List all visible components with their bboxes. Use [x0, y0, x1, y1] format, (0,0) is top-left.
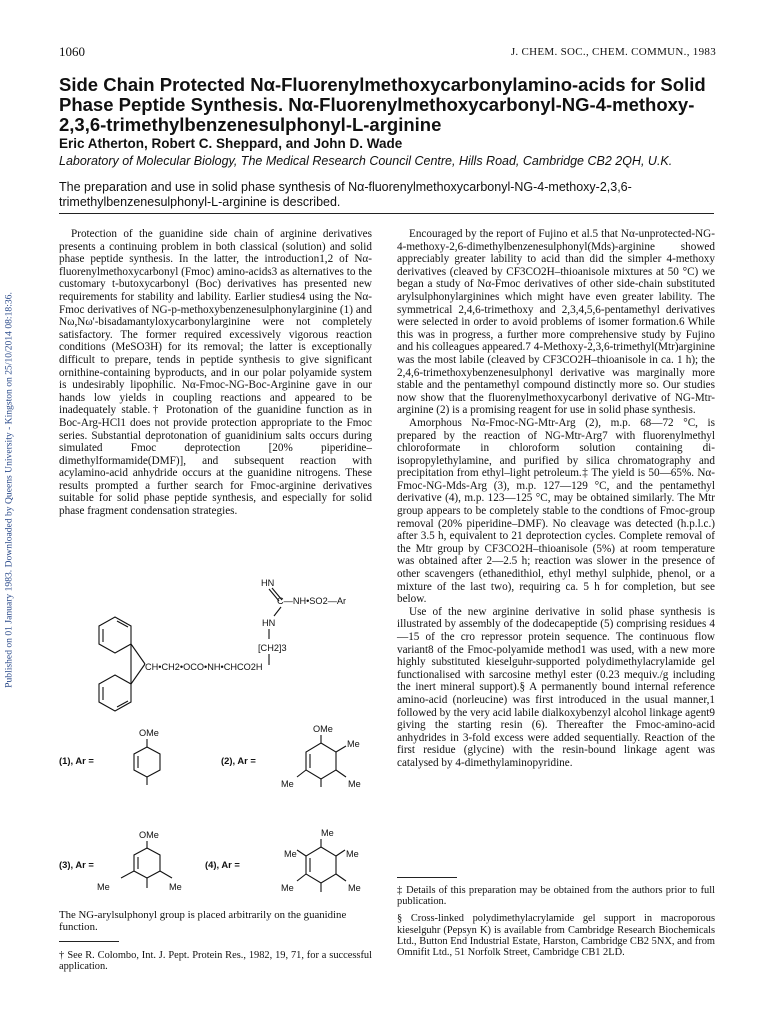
- label-me-2b: Me: [281, 779, 294, 789]
- label-hn-top: HN: [261, 578, 275, 588]
- label-me-4a: Me: [284, 849, 297, 859]
- page-number: 1060: [59, 44, 85, 59]
- chemical-structure-figure: [59, 572, 379, 910]
- article-authors: Eric Atherton, Robert C. Sheppard, and John D. Wade: [59, 136, 403, 151]
- label-c-nh-so2-ar: C—NH•SO2—Ar: [277, 596, 347, 606]
- label-me-2a: Me: [347, 739, 360, 749]
- figure-caption: The NG-arylsulphonyl group is placed arbitrarily on the guanidine function.: [59, 909, 347, 933]
- label-me-4d: Me: [348, 883, 361, 893]
- right-paragraph-3: Use of the new arginine derivative in solid phase synthesis is illustrated by assembly of the dodecapeptide (5) comprising residues 4—15 of the cro repressor protein sequence. The continuous flow variant8 of the Fmoc-polyamide method1 was used, with a new more highly substituted kieselguhr-supported polydimethylacrylamide gel functionalised with sarcosine methyl ester (0.23 mequiv./g including the inert mineral support).§ A permanently bound internal reference amino-acid (norleucine) was first introduced in the usual manner,1 followed by the very acid labile dialkoxybenzyl alcohol linkage agent9 giving the starting resin (6). Thereafter the Fmoc-amino-acid anhydrides in 3-fold excess were added sequentially. Reaction of the first residue (glycine) with the resin-bound linkage agent was catalysed by 4-dimethylaminopyridine.: [397, 605, 715, 769]
- left-footnote: † See R. Colombo, Int. J. Pept. Protein Res., 1982, 19, 71, for a successful application.: [59, 950, 372, 973]
- label-main-chain: CH•CH2•OCO•NH•CHCO2H: [145, 662, 263, 672]
- download-sidebar: [1, 180, 17, 800]
- footnote-section: § Cross-linked polydimethylacrylamide gel support in macroporous kieselguhr (Pepsyn K) is available from Cambridge Research Biochemicals Ltd., Button End Industrial Estate, Harston, Cambridge CB2 5NX, and from Omnifit Ltd., 51 Norfolk Street, Cambridge CB1 2LD.: [397, 913, 715, 959]
- fluorene-ring-top: [99, 617, 131, 653]
- label-ome-1: OMe: [139, 728, 159, 738]
- download-note: Published on 01 January 1983. Downloaded by Queens University - Kingston on 25/10/2014 08:18:36.: [3, 292, 15, 688]
- article-abstract: The preparation and use in solid phase synthesis of Nα-fluorenylmethoxycarbonyl-NG-4-methoxy-2,3,6-trimethylbenzenesulphonyl-L-arginine is described.: [59, 180, 632, 209]
- label-me-2c: Me: [348, 779, 361, 789]
- label-ome-2: OMe: [313, 724, 333, 734]
- right-column: [397, 228, 715, 770]
- label-compound-2: (2), Ar =: [221, 755, 256, 766]
- article-affiliation: Laboratory of Molecular Biology, The Medical Research Council Centre, Hills Road, Cambridge CB2 2QH, U.K.: [59, 154, 673, 168]
- label-me-4c: Me: [281, 883, 294, 893]
- fluorene-ring-bottom: [99, 675, 131, 711]
- label-ch2-3: [CH2]3: [258, 643, 287, 653]
- label-me-4b: Me: [346, 849, 359, 859]
- right-footnote-rule: [397, 877, 457, 878]
- right-paragraph-1: Encouraged by the report of Fujino et al.5 that Nα-unprotected-NG-4-methoxy-2,6-dimethylbenzenesulphonyl(Mds)-arginine showed appreciably greater lability to acid than did the simpler 4-methoxy derivatives (cleaved by CF3CO2H–thioanisole mixtures at 50 °C) we began a study of Nα-Fmoc derivatives of other side-chain substituted arylsulphonylarginines which might have even greater lability. The symmetrical 2,4,6-trimethoxy and 2,3,4,5,6-pentamethyl derivatives were selected in order to avoid problems of isomer formation.6 While this was in progress, a further more comprehensive study by Fujino and his colleagues appeared.7 4-Methoxy-2,3,6-trimethyl(Mtr)arginine was the most labile (cleaved by CF3CO2H–thioanisole in ca. 1 h); the 2,4,6-trimethoxybenzenesulphonyl derivative was marginally more stable and the pentamethyl compound distinctly more so. Our studies now show that the fluorenylmethoxycarbonyl derivative of NG-Mtr-arginine (2) is a promising reagent for use in solid phase synthesis.: [397, 228, 715, 417]
- label-me-3a: Me: [97, 882, 110, 892]
- journal-header: J. CHEM. SOC., CHEM. COMMUN., 1983: [510, 46, 716, 58]
- left-column: [59, 228, 372, 518]
- left-footnote-rule: [59, 941, 119, 942]
- label-compound-1: (1), Ar =: [59, 755, 94, 766]
- label-ome-3: OMe: [139, 830, 159, 840]
- label-compound-4: (4), Ar =: [205, 859, 240, 870]
- right-paragraph-2: Amorphous Nα-Fmoc-NG-Mtr-Arg (2), m.p. 68—72 °C, is prepared by the reaction of NG-Mtr-Arg7 with fluorenylmethyl chloroformate in chloroform solution containing di-isopropylethylamine, and purified by silica chromatography and precipitation from ethyl–light petroleum.‡ The yield is 50—65%. Nα-Fmoc-NG-Mds-Arg (3), m.p. 127—129 °C, and the pentamethyl derivative (4), m.p. 123—125 °C, may be obtained similarly. The Mtr group appears to be completely stable to the condtions of Fmoc-group removal (20% piperidine–DMF). No cleavage was detected (h.p.l.c.) after 3.5 h, equivalent to 21 deprotection cycles. Complete removal of the Mtr group by CF3CO2H–thioanisole (5%) at room temperature was obtained after 2—2.5 h; reaction was slower in the presence of other scavengers (ethanedithiol, ethyl methyl sulphide, phenol, or a mixture of the last two), requiring ca. 5 h for completion, but see below.: [397, 416, 715, 606]
- label-hn-mid: HN: [262, 618, 276, 628]
- left-paragraph-1: Protection of the guanidine side chain of arginine derivatives presents a continuing problem in both classical (solution) and solid phase peptide synthesis. In the latter, the introduction1,2 of Nα-fluorenylmethoxycarbonyl (Fmoc) amino-acids3 as alternatives to the customary t-butoxycarbonyl (Boc) derivatives has presented new requirements for stability and lability. Earlier studies4 using the Nα-Fmoc derivatives of NG-p-methoxybenzenesulphonylarginine (1) and Nω,Nω'-bisadamantyloxycarbonylarginine were not completely satisfactory. The former required excessively vigorous reaction conditions (MeSO3H) for its removal; the latter is exceptionally difficult to prepare, tends in peptide synthesis to give significant ornithine-containing byproducts, and in our polar polyamide system is undesirably lipophilic. Nα-Fmoc-NG-Boc-Arginine gave in our hands low yields in coupling reactions and appeared to be inadequately stable.† Protonation of the guanidine function as in Boc-Arg-HCl1 does not provide protection appropriate to the Fmoc series. Substantial deprotonation of guanidinium salts occurs during simulated Fmoc deprotection [20% piperidine–dimethylformamide(DMF)], and subsequent reaction with acylamino-acid anhydride occurs at the guanidine nitrogens. These results prompted a further search for Fmoc-arginine derivatives suitable for solid phase peptide synthesis, and especially for solid phase fragment condensation strategies.: [59, 228, 372, 518]
- footnote-double-dagger: ‡ Details of this preparation may be obtained from the authors prior to full publication.: [397, 885, 715, 908]
- label-me-4top: Me: [321, 828, 334, 838]
- label-me-3b: Me: [169, 882, 182, 892]
- right-footnotes: [397, 885, 715, 964]
- article-title: Side Chain Protected Nα-Fluorenylmethoxycarbonylamino-acids for Solid Phase Peptide Synthesis. Nα-Fluorenylmethoxycarbonyl-NG-4-methoxy-2,3,6-trimethylbenzenesulphonyl-L-arginine: [59, 74, 706, 135]
- abstract-rule: [59, 213, 714, 214]
- label-compound-3: (3), Ar =: [59, 859, 94, 870]
